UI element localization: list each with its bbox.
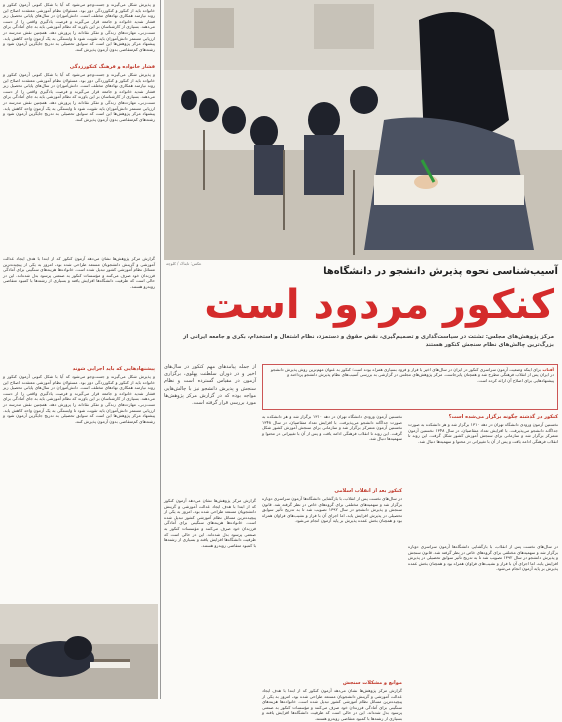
- subheading-history: کنکور در گذشته چگونه برگزار می‌شده است؟: [448, 414, 558, 420]
- body-text-3a: نخستین آزمون ورودی دانشگاه تهران در دهه ۱۳۱۰ برگزار شد و هر دانشکده به صورت جداگانه دانشجو می‌پذیرفت. با افزایش تعداد متقاضیان، در سال ۱۳۴۸ نخستین آزمون متمرکز برگزار شد و سازمانی برای سنجش آموزش کشور شکل گرفت. این روند تا انقلاب فرهنگی ادامه یافت و پس از آن با تغییراتی در محتوا و سهمیه‌ها دنبال شد.: [408, 422, 558, 444]
- left-body-text-3: گزارش مرکز پژوهش‌ها نشان می‌دهد آزمون کنکور که از ابتدا با هدف ایجاد عدالت آموزشی و گزینش دانشجویان مستعد طراحی شده بود، امروز به یکی از پیچیده‌ترین مسائل نظام آموزشی کشور تبدیل شده است. خانواده‌ها هزینه‌های سنگینی برای آمادگی فرزندان خود صرف می‌کنند و مؤسسات کنکور به صنعتی پرسود بدل شده‌اند. این در حالی است که ظرفیت دانشگاه‌ها افزایش یافته و بسیاری از رشته‌ها با کمبود متقاضی روبه‌رو هستند.: [3, 256, 155, 289]
- sidebar-quote: از جمله پیامدهای مهم کنکور در سال‌های اخیر و در دوران سلطنت پهلوی، برگزاری آزمون در مقیاس گسترده است و نظام سنجش و پذیرش دانشجو نیز با چالش‌هایی مواجه بوده که در گزارش مرکز پژوهش‌ها مورد بررسی قرار گرفته است.: [164, 364, 256, 407]
- left-subheading-2: پیشنهادهایی که باید اجرایی شوند: [72, 366, 155, 372]
- body-text-2a: نخستین آزمون ورودی دانشگاه تهران در دهه ۱۳۱۰ برگزار شد و هر دانشکده به صورت جداگانه دانشجو می‌پذیرفت. با افزایش تعداد متقاضیان، در سال ۱۳۴۸ نخستین آزمون متمرکز برگزار شد و سازمانی برای سنجش آموزش کشور شکل گرفت. این روند تا انقلاب فرهنگی ادامه یافت و پس از آن با تغییراتی در محتوا و سهمیه‌ها دنبال شد.: [262, 414, 403, 442]
- body-text-2b: در سال‌های نخست پس از انقلاب، با بازگشایی دانشگاه‌ها آزمون سراسری دوباره برگزار شد و سهمیه‌های مختلفی برای گروه‌های خاص در نظر گرفته شد. قانون سنجش و پذیرش دانشجو در سال ۱۳۹۲ تصویب شد تا به تدریج تأثیر سوابق تحصیلی در پذیرش افزایش یابد، اما اجرای آن با فراز و نشیب‌های فراوان همراه بود و همچنان بخش عمده پذیرش بر پایه آزمون انجام می‌شود.: [262, 496, 402, 524]
- left-body-text: و پذیرش شکل می‌گیرند و جست‌وجو می‌شود که آیا با شکل کنونی آزمون کنکور و خانواده باید از کنکور و کنکورزدگی دور بود. مسئولان نظام آموزشی معتقدند اصلاح این روند نیازمند همکاری نهادهای مختلف است. دانش‌آموزان در سال‌های پایانی تحصیل زیر فشار شدید خانواده و جامعه قرار می‌گیرند و فرصت یادگیری واقعی را از دست می‌دهند. بسیاری از کارشناسان بر این باورند که نظام آموزشی باید به جای آمادگی برای تست‌زنی، مهارت‌های زندگی و تفکر نقادانه را پرورش دهد. همچنین نقش مدرسه در ارزیابی مستمر دانش‌آموزان باید تقویت شود تا وابستگی به یک آزمون واحد کاهش یابد. پیشنهاد مرکز پژوهش‌ها این است که سوابق تحصیلی به تدریج جایگزین آزمون شود و رشته‌های کم‌متقاضی بدون آزمون پذیرش کنند.: [3, 2, 155, 52]
- left-body-text-2: و پذیرش شکل می‌گیرند و جست‌وجو می‌شود که آیا با شکل کنونی آزمون کنکور و خانواده باید از کنکور و کنکورزدگی دور بود. مسئولان نظام آموزشی معتقدند اصلاح این روند نیازمند همکاری نهادهای مختلف است. دانش‌آموزان در سال‌های پایانی تحصیل زیر فشار شدید خانواده و جامعه قرار می‌گیرند و فرصت یادگیری واقعی را از دست می‌دهند. بسیاری از کارشناسان بر این باورند که نظام آموزشی باید به جای آمادگی برای تست‌زنی، مهارت‌های زندگی و تفکر نقادانه را پرورش دهد. همچنین نقش مدرسه در ارزیابی مستمر دانش‌آموزان باید تقویت شود تا وابستگی به یک آزمون واحد کاهش یابد. پیشنهاد مرکز پژوهش‌ها این است که سوابق تحصیلی به تدریج جایگزین آزمون شود و رشته‌های کم‌متقاضی بدون آزمون پذیرش کنند.: [3, 72, 155, 122]
- body-column-2: [262, 414, 403, 721]
- article-headline: کنکور مردود است: [204, 282, 554, 328]
- intro-box: [262, 364, 558, 410]
- body-text-2c: گزارش مرکز پژوهش‌ها نشان می‌دهد آزمون کنکور که از ابتدا با هدف ایجاد عدالت آموزشی و گزینش دانشجویان مستعد طراحی شده بود، امروز به یکی از پیچیده‌ترین مسائل نظام آموزشی کشور تبدیل شده است. خانواده‌ها هزینه‌های سنگینی برای آمادگی فرزندان خود صرف می‌کنند و مؤسسات کنکور به صنعتی پرسود بدل شده‌اند. این در حالی است که ظرفیت دانشگاه‌ها افزایش یافته و بسیاری از رشته‌ها با کمبود متقاضی روبه‌رو هستند.: [262, 688, 402, 721]
- exam-student-photo: [0, 604, 158, 699]
- body-column-1: گزارش مرکز پژوهش‌ها نشان می‌دهد آزمون کنکور که از ابتدا با هدف ایجاد عدالت آموزشی و گزینش دانشجویان مستعد طراحی شده بود، امروز به یکی از پیچیده‌ترین مسائل نظام آموزشی کشور تبدیل شده است. خانواده‌ها هزینه‌های سنگینی برای آمادگی فرزندان خود صرف می‌کنند و مؤسسات کنکور به صنعتی پرسود بدل شده‌اند. این در حالی است که ظرفیت دانشگاه‌ها افزایش یافته و بسیاری از رشته‌ها با کمبود متقاضی روبه‌رو هستند.: [164, 498, 256, 548]
- left-column: [0, 0, 158, 699]
- article-lead: مرکز پژوهش‌های مجلس: تشتت در سیاست‌گذاری و تصمیم‌گیری، نقض حقوق و دستمزد، نظام اشتغال و استخدام، بکری و جامعه ایرانی از بزرگ‌ترین چالش‌های نظام سنجش کنکور هستند: [183, 334, 554, 348]
- column-divider: [160, 0, 161, 699]
- intro-label: آفتاب: [542, 367, 554, 372]
- left-body-text-4: و پذیرش شکل می‌گیرند و جست‌وجو می‌شود که آیا با شکل کنونی آزمون کنکور و خانواده باید از کنکور و کنکورزدگی دور بود. مسئولان نظام آموزشی معتقدند اصلاح این روند نیازمند همکاری نهادهای مختلف است. دانش‌آموزان در سال‌های پایانی تحصیل زیر فشار شدید خانواده و جامعه قرار می‌گیرند و فرصت یادگیری واقعی را از دست می‌دهند. بسیاری از کارشناسان بر این باورند که نظام آموزشی باید به جای آمادگی برای تست‌زنی، مهارت‌های زندگی و تفکر نقادانه را پرورش دهد. همچنین نقش مدرسه در ارزیابی مستمر دانش‌آموزان باید تقویت شود تا وابستگی به یک آزمون واحد کاهش یابد. پیشنهاد مرکز پژوهش‌ها این است که سوابق تحصیلی به تدریج جایگزین آزمون شود و رشته‌های کم‌متقاضی بدون آزمون پذیرش کنند.: [3, 374, 155, 424]
- left-subheading-1: فشار خانواده و فرهنگ کنکورزدگی: [69, 64, 155, 70]
- photo-caption: عکس: تابناک / کلوچه: [166, 261, 202, 266]
- body-text-3b: در سال‌های نخست پس از انقلاب، با بازگشایی دانشگاه‌ها آزمون سراسری دوباره برگزار شد و سهمیه‌های مختلفی برای گروه‌های خاص در نظر گرفته شد. قانون سنجش و پذیرش دانشجو در سال ۱۳۹۲ تصویب شد تا به تدریج تأثیر سوابق تحصیلی در پذیرش افزایش یابد، اما اجرای آن با فراز و نشیب‌های فراوان همراه بود و همچنان بخش عمده پذیرش بر پایه آزمون انجام می‌شود.: [408, 544, 559, 572]
- exam-hall-photo: [164, 0, 562, 260]
- article-kicker: آسیب‌شناسی نحوه پذیرش دانشجو در دانشگاه‌ها: [323, 266, 558, 277]
- intro-text: برای اینکه وضعیت آزمون سراسری کنکور در ایران در سال‌های اخیر با فراز و فرود بسیاری همراه بوده است؛ کنکور به عنوان مهم‌ترین روش پذیرش دانشجو در ایران پس از انقلاب فرهنگی مطرح شد و همچنان پابرجاست. مرکز پژوهش‌های مجلس در گزارشی به بررسی آسیب‌های نظام پذیرش دانشجو پرداخته و پیشنهادهایی برای اصلاح آن ارائه کرده است.: [270, 367, 554, 383]
- subheading-obstacles: موانع و مشکلات سنجش: [342, 680, 402, 686]
- subheading-after-revolution: کنکور بعد از انقلاب اسلامی: [334, 488, 402, 494]
- body-column-3: [408, 414, 558, 699]
